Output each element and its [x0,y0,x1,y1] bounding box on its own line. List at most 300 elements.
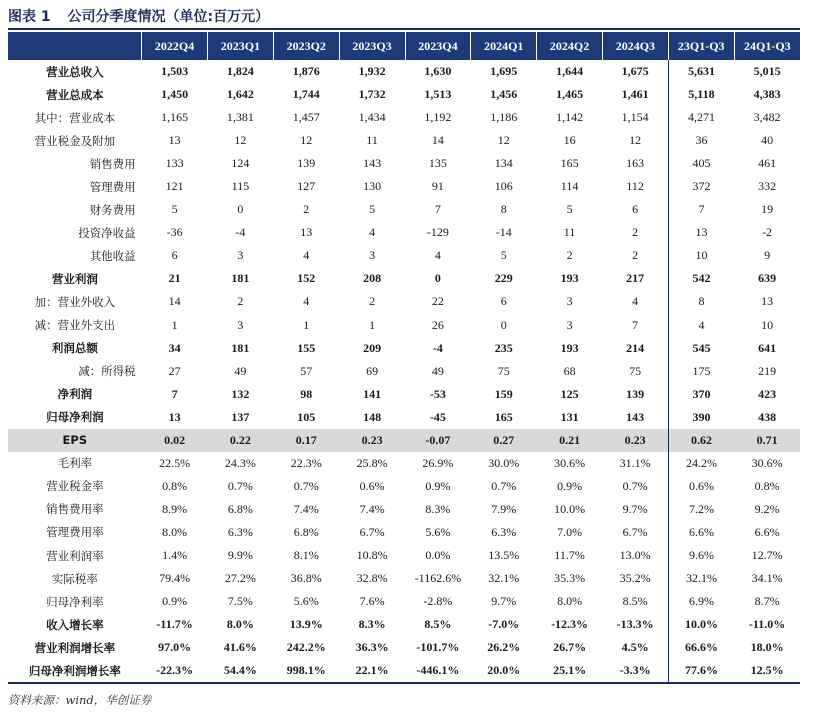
value-cell: 7.4% [293,501,319,516]
value-cell: 11 [563,225,576,240]
table-row [8,636,800,659]
value-cell: 4,271 [668,106,734,129]
value-cell: 2 [237,294,244,309]
value-cell: 77.6% [668,659,734,683]
value-cell: 49 [431,363,444,378]
value-cell: 8.7% [754,594,780,609]
column-header: 2023Q4 [405,32,471,60]
value-cell: 25.8% [356,455,388,470]
value-cell: 9.9% [227,548,253,562]
value-cell: 3 [369,248,376,263]
value-cell: 159 [494,386,513,401]
value-cell: 405 [668,152,734,175]
row-label: 归母净利率 [46,594,104,609]
value-cell: 3 [566,317,573,332]
value-cell: 7.4% [359,501,385,516]
value-cell: -0.07 [405,429,471,452]
table-row [8,590,800,613]
column-header: 2023Q1 [208,32,274,60]
value-cell: 208 [363,271,382,286]
value-cell: 8.0% [226,617,254,632]
value-cell: 66.6% [668,636,734,659]
column-header: 2023Q3 [339,32,405,60]
value-cell: 91 [431,179,444,194]
value-cell: 13.5% [488,548,520,562]
value-cell: 132 [231,386,250,401]
value-cell: 40 [761,133,774,148]
value-cell: 165 [560,156,579,171]
value-cell: 41.6% [223,640,257,655]
value-cell: 5.6% [425,524,451,539]
table-row [8,383,800,406]
value-cell: 9.2% [754,501,780,516]
title-rule [8,28,800,30]
value-cell: 32.8% [356,571,388,586]
value-cell: 75 [629,363,642,378]
value-cell: 35.2% [619,571,651,586]
value-cell: 5.6% [293,594,319,609]
value-cell: 137 [231,409,250,424]
value-cell: 639 [758,271,777,286]
value-cell: 121 [165,179,184,194]
value-cell: 0.27 [471,429,537,452]
value-cell: 181 [231,271,250,286]
value-cell: 6.8% [227,501,253,516]
value-cell: 22.1% [339,659,405,683]
row-label: 营业总收入 [46,64,104,79]
value-cell: 2 [632,225,639,240]
value-cell: 1,165 [161,110,189,125]
value-cell: 6 [500,294,507,309]
table-row [8,521,800,544]
row-label: 销售费用率 [46,502,104,517]
value-cell: 68 [563,363,576,378]
column-header: 2024Q1 [471,32,537,60]
value-cell: 1,461 [621,87,649,102]
value-cell: 10.8% [356,548,388,562]
value-cell: 32.1% [488,571,520,586]
value-cell: 9.7% [491,594,517,609]
row-label: 营业税金及附加 [34,133,116,148]
value-cell: 7 [668,198,734,221]
value-cell: 6 [632,202,639,217]
value-cell: 461 [758,156,777,171]
value-cell: 13 [761,294,774,309]
value-cell: 12 [629,133,642,148]
value-cell: 0.23 [602,429,668,452]
value-cell: 7.0% [557,524,583,539]
value-cell: 0.71 [734,429,800,452]
value-cell: 4 [434,248,441,263]
value-cell: 139 [626,386,645,401]
row-label: 营业利润增长率 [34,640,116,655]
value-cell: 1,630 [424,64,452,79]
column-header: 23Q1-Q3 [668,32,734,60]
table-row [8,152,800,175]
value-cell: 152 [297,271,316,286]
value-cell: 9.6% [668,544,734,567]
value-cell: -129 [426,225,449,240]
value-cell: 143 [363,156,382,171]
value-cell: -101.7% [416,640,460,655]
value-cell: 11 [366,133,378,148]
value-cell: -53 [429,386,446,401]
value-cell: 133 [165,156,184,171]
value-cell: 2 [632,248,639,263]
table-row [8,198,800,221]
value-cell: 3,482 [753,110,781,125]
row-label: 加：营业外收入 [34,294,116,309]
value-cell: 8.5% [424,617,452,632]
value-cell: 6.3% [491,524,517,539]
value-cell: 148 [363,409,382,424]
value-cell: 3 [237,317,244,332]
table-row [8,106,800,129]
value-cell: 1 [303,317,310,332]
value-cell: 1,450 [161,87,189,102]
figure-caption: 公司分季度情况（单位:百万元） [67,9,270,25]
value-cell: 6.3% [227,524,253,539]
value-cell: 1 [369,317,376,332]
row-label: 营业总成本 [46,87,104,102]
value-cell: 1,744 [292,87,320,102]
value-cell: 7.9% [491,501,517,516]
value-cell: 54.4% [208,659,274,683]
value-cell: 193 [560,340,579,355]
row-label: 减：营业外支出 [34,318,116,333]
table-row [8,475,800,498]
value-cell: -14 [495,225,512,240]
value-cell: 79.4% [159,571,191,586]
value-cell: 1,192 [424,110,452,125]
table-row [8,360,800,383]
value-cell: 1,381 [226,110,254,125]
table-row [8,544,800,567]
value-cell: 8.0% [162,524,188,539]
value-cell: 214 [626,340,645,355]
value-cell: 2 [303,202,310,217]
value-cell: 235 [494,340,513,355]
value-cell: 1,876 [292,64,320,79]
value-cell: 22 [431,294,444,309]
table-row [8,452,800,475]
value-cell: 2 [369,294,376,309]
table-row [8,129,800,152]
row-label: 收入增长率 [46,617,104,632]
table-row [8,613,800,636]
value-cell: 0.7% [491,478,517,493]
value-cell: 6.7% [359,524,385,539]
value-cell: 1,642 [226,87,254,102]
value-cell: 13 [300,225,313,240]
value-cell: 20.0% [471,659,537,683]
value-cell: 1,457 [292,110,320,125]
value-cell: 0.22 [208,429,274,452]
value-cell: 13 [168,133,181,148]
figure-number: 图表 1 [8,9,51,25]
value-cell: 112 [626,179,644,194]
table-row [8,314,800,337]
value-cell: 10.0% [668,613,734,636]
value-cell: 5 [171,202,178,217]
row-label: 毛利率 [57,456,93,471]
value-cell: 0.9% [162,594,188,609]
value-cell: 0.8% [162,478,188,493]
value-cell: 4 [303,294,310,309]
row-label: 其他收益 [89,248,136,263]
figure-title [8,6,800,28]
value-cell: 0.7% [227,478,253,493]
source-note: 资料来源：wind，华创证券 [8,693,152,707]
value-cell: -45 [429,409,446,424]
value-cell: 1,932 [358,64,386,79]
column-header: 2022Q4 [142,32,208,60]
value-cell: -4 [432,340,443,355]
value-cell: 0.0% [425,548,451,562]
value-cell: 24.3% [224,455,256,470]
value-cell: 115 [231,179,250,194]
value-cell: 1,824 [226,64,254,79]
value-cell: 30.6% [554,455,586,470]
value-cell: 5 [500,248,507,263]
value-cell: 0 [434,271,441,286]
value-cell: 155 [297,340,316,355]
value-cell: 4 [369,225,376,240]
value-cell: 4 [632,294,639,309]
value-cell: 5,631 [668,60,734,83]
value-cell: 242.2% [286,640,326,655]
value-cell: 1,456 [490,87,518,102]
value-cell: 32.1% [668,567,734,590]
value-cell: 8.0% [557,594,583,609]
row-label: 利润总额 [51,341,98,356]
value-cell: 193 [560,271,579,286]
value-cell: 9.7% [622,501,648,516]
table-row [8,221,800,244]
value-cell: 1,186 [490,110,518,125]
value-cell: 27.2% [224,571,256,586]
value-cell: 0.23 [339,429,405,452]
value-cell: 12 [497,133,510,148]
value-cell: 105 [297,409,316,424]
value-cell: 10 [761,317,774,332]
value-cell: 12 [300,133,313,148]
value-cell: 9 [764,248,771,263]
value-cell: 1,434 [358,110,386,125]
table-row [8,659,800,683]
row-label: 减：所得税 [78,364,136,379]
value-cell: 75 [497,363,510,378]
value-cell: 7 [171,386,178,401]
value-cell: 130 [363,179,382,194]
value-cell: 5 [369,202,376,217]
value-cell: 5 [566,202,573,217]
value-cell: 217 [626,271,645,286]
table-row [8,290,800,313]
quarterly-financials-table [8,32,800,684]
value-cell: 10 [668,244,734,267]
value-cell: 36.8% [290,571,322,586]
value-cell: -1162.6% [414,571,462,586]
header-cell-blank [8,32,142,60]
value-cell: 4 [303,248,310,263]
value-cell: 12 [234,133,247,148]
value-cell: 7 [434,202,441,217]
value-cell: 1,154 [621,110,649,125]
value-cell: 127 [297,179,316,194]
value-cell: 24.2% [668,452,734,475]
value-cell: 12.7% [751,548,783,562]
value-cell: 542 [668,267,734,290]
value-cell: 34.1% [751,571,783,586]
value-cell: 30.0% [488,455,520,470]
table-row [8,60,800,83]
value-cell: 124 [231,156,250,171]
value-cell: 134 [494,156,513,171]
value-cell: 25.1% [537,659,603,683]
value-cell: 10.0% [554,501,586,516]
value-cell: 1 [171,317,178,332]
value-cell: 135 [428,156,447,171]
value-cell: 6.6% [754,524,780,539]
value-cell: 131 [560,409,579,424]
value-cell: 332 [758,179,777,194]
table-row [8,337,800,360]
value-cell: 209 [363,340,382,355]
value-cell: 49 [234,363,247,378]
column-header: 2023Q2 [273,32,339,60]
value-cell: 13.9% [289,617,323,632]
value-cell: 97.0% [158,640,192,655]
value-cell: 22.3% [290,455,322,470]
value-cell: 165 [494,409,513,424]
value-cell: 0.17 [273,429,339,452]
value-cell: 6 [171,248,178,263]
value-cell: -12.3% [551,617,589,632]
value-cell: 6.7% [622,524,648,539]
row-label: 其中：营业成本 [34,110,116,125]
column-header: 2024Q3 [602,32,668,60]
value-cell: 163 [626,156,645,171]
value-cell: -2 [762,225,773,240]
value-cell: 8.5% [622,594,648,609]
table-row [8,406,800,429]
value-cell: 0.6% [668,475,734,498]
table-row [8,498,800,521]
value-cell: 6.9% [668,590,734,613]
value-cell: 8.3% [425,501,451,516]
value-cell: 141 [363,386,382,401]
value-cell: 181 [231,340,250,355]
value-cell: -2.8% [423,594,453,609]
value-cell: 0.02 [142,429,208,452]
value-cell: 16 [563,133,576,148]
value-cell: 1,644 [556,64,584,79]
value-cell: 35.3% [554,571,586,586]
value-cell: 1,695 [490,64,518,79]
value-cell: 31.1% [619,455,651,470]
row-label: 归母净利润增长率 [8,659,142,683]
value-cell: -446.1% [405,659,471,683]
value-cell: 0.8% [754,478,780,493]
value-cell: 219 [758,363,777,378]
row-label: 财务费用 [89,202,136,217]
row-label: 管理费用率 [46,525,104,540]
value-cell: 4.5% [621,640,649,655]
column-header: 24Q1-Q3 [734,32,800,60]
value-cell: 125 [560,386,579,401]
value-cell: 4 [668,314,734,337]
value-cell: -11.7% [156,617,193,632]
value-cell: 4,383 [753,87,781,102]
table-row [8,175,800,198]
value-cell: 390 [668,406,734,429]
value-cell: -4 [235,225,246,240]
value-cell: -36 [166,225,183,240]
value-cell: 545 [668,337,734,360]
value-cell: 12.5% [734,659,800,683]
value-cell: 0.9% [557,478,583,493]
value-cell: 0.21 [537,429,603,452]
value-cell: 2 [566,248,573,263]
row-label: 营业利润 [51,271,98,286]
value-cell: 7.5% [227,594,253,609]
value-cell: 36 [668,129,734,152]
value-cell: 7.6% [359,594,385,609]
value-cell: 22.5% [159,455,191,470]
value-cell: 36.3% [355,640,389,655]
row-label: 投资净收益 [78,225,136,240]
value-cell: 21 [168,271,181,286]
table-row [8,83,800,106]
value-cell: 438 [758,409,777,424]
value-cell: 13 [168,409,181,424]
value-cell: 139 [297,156,316,171]
value-cell: 13 [668,221,734,244]
value-cell: 1,142 [556,110,584,125]
value-cell: 27 [168,363,181,378]
value-cell: 106 [494,179,513,194]
value-cell: 18.0% [750,640,784,655]
value-cell: 8.3% [358,617,386,632]
value-cell: 423 [758,386,777,401]
value-cell: 26 [431,317,444,332]
value-cell: 8 [500,202,507,217]
value-cell: 1,503 [161,64,189,79]
value-cell: 34 [168,340,181,355]
value-cell: 5,015 [753,64,781,79]
value-cell: 8.9% [162,501,188,516]
value-cell: 114 [560,179,579,194]
row-label: 净利润 [57,387,93,402]
value-cell: -22.3% [142,659,208,683]
value-cell: -7.0% [488,617,520,632]
row-label: EPS [8,429,142,452]
value-cell: -3.3% [602,659,668,683]
value-cell: 0.7% [293,478,319,493]
value-cell: 8.1% [293,548,319,562]
value-cell: 7 [632,317,639,332]
column-header: 2024Q2 [537,32,603,60]
value-cell: 0.7% [622,478,648,493]
value-cell: 11.7% [554,548,585,562]
value-cell: 3 [237,248,244,263]
row-label: 归母净利润 [46,410,104,425]
value-cell: 7.2% [668,498,734,521]
table-header-row [8,32,800,60]
value-cell: 0.62 [668,429,734,452]
value-cell: 98 [300,386,313,401]
